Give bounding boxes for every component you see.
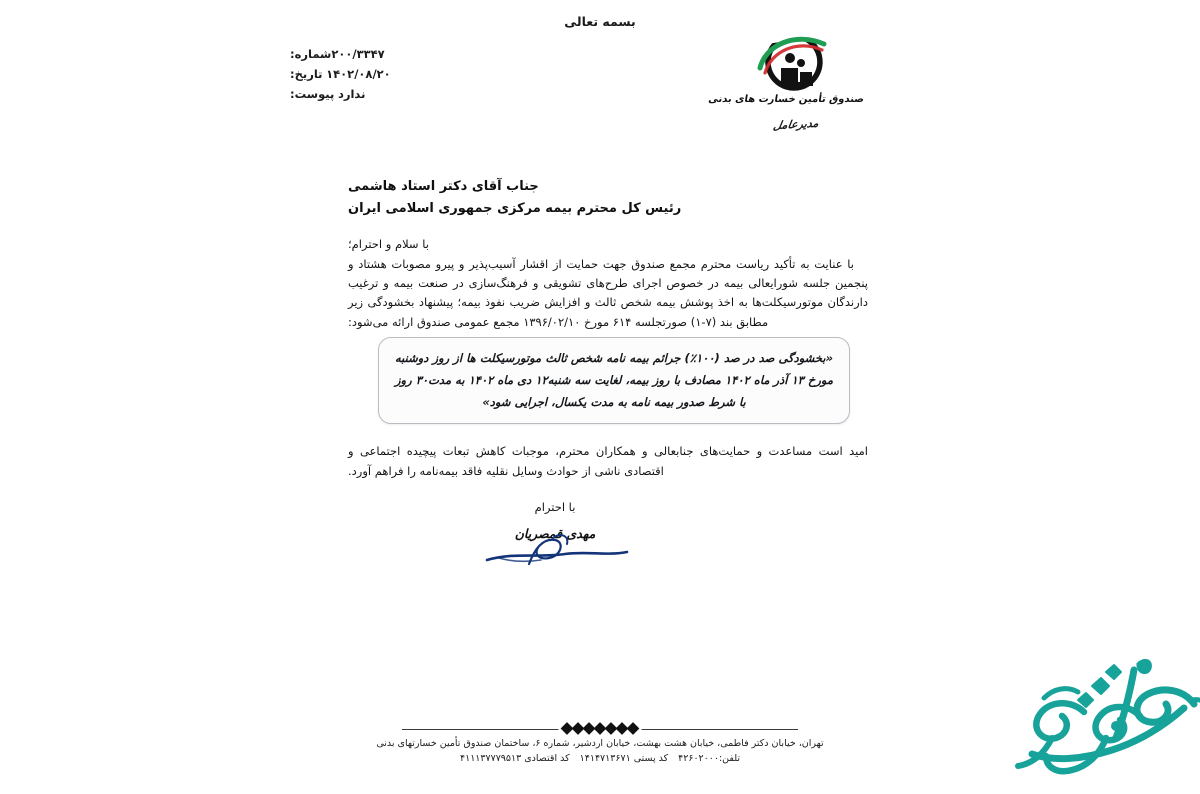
footer-phone-label: تلفن: (718, 753, 740, 764)
footer-postal-label: کد پستی (633, 753, 669, 764)
salutation-text: با سلام و احترام؛ (348, 237, 429, 251)
footer-divider (402, 722, 798, 736)
meta-attachment-value: ندارد (337, 87, 366, 101)
addressee-line-2: رئیس کل محترم بیمه مرکزی جمهوری اسلامی ایران (348, 201, 682, 216)
highlighted-proposal-box (378, 337, 850, 424)
logo-organization-name: صندوق تأمین خسارت های بدنی (707, 94, 865, 105)
safheh-eghtesad-logo-icon (988, 642, 1200, 792)
document-footer (0, 722, 1200, 766)
closing-paragraph: امید است مساعدت و حمایت‌های جنابعالی و همکاران محترم، موجبات کاهش تبعات پیچیده اجتماعی و اقتصادی ناشی از حوادث وسایل نقلیه فاقد بیمه‌نامه را فراهم آورد. (348, 444, 868, 478)
proposal-quote-text: «بخشودگی صد در صد (۱۰۰٪) جرائم بیمه نامه شخص ثالث موتورسیکلت ها از روز دوشنبه مورخ ۱۳ آذر ماه ۱۴۰۲ مصادف با روز بیمه، لغایت سه شنبه۱۲ دی ماه ۱۴۰۲ به مدت۳۰ روز با شرط صدور بیمه نامه به مدت یکسال، اجرایی شود» (395, 351, 834, 409)
meta-row-number (290, 44, 510, 64)
meta-number-value: ۲۰۰/۳۳۴۷ (331, 47, 385, 61)
fund-emblem-icon (752, 30, 836, 100)
addressee-line-1: جناب آقای دکتر استاد هاشمی (348, 179, 539, 194)
footer-economic-label: کد اقتصادی (524, 753, 570, 764)
meta-date-value: ۱۴۰۲/۰۸/۲۰ (326, 67, 391, 81)
meta-date-label: تاریخ: (290, 67, 323, 81)
signature-regards: با احترام (534, 500, 576, 514)
footer-diamond-ornament-icon (559, 722, 642, 733)
body-paragraph: با عنایت به تأکید ریاست محترم مجمع صندوق جهت حمایت از اقشار آسیب‌پذیر و پیرو مصوبات هشتاد و پنجمین جلسه شورایعالی بیمه در خصوص اجرای طرح‌های تشویقی و فرهنگ‌سازی در صنعت بیمه و ترغیب دارندگان موتورسیکلت‌ها به اخذ پوشش بیمه شخص ثالث و افزایش ضریب نفوذ بیمه؛ پیشنهاد بخشودگی زیر مطابق بند (۷-۱) صورتجلسه ۶۱۴ مورخ ۱۳۹۶/۰۲/۱۰ مجمع عمومی صندوق ارائه می‌شود: (348, 257, 868, 329)
organization-logo (707, 30, 865, 142)
signature-block (475, 500, 635, 541)
footer-phone-value: ۴۲۶۰۲۰۰۰ (678, 753, 719, 764)
footer-contact-line (0, 751, 1200, 766)
footer-economic-value: ۴۱۱۱۳۷۷۷۹۵۱۳ (459, 753, 522, 764)
signatory-name: مهدی قمصریان (514, 526, 596, 541)
meta-number-label: شماره: (290, 47, 332, 61)
bismillah-heading: بسمه تعالی (564, 14, 636, 29)
footer-postal-value: ۱۴۱۴۷۱۳۶۷۱ (579, 753, 631, 764)
meta-row-date (290, 64, 510, 84)
document-meta-block (290, 44, 510, 104)
logo-role-label: مدیرعامل (772, 116, 820, 133)
addressee-block (348, 176, 868, 220)
meta-row-attachment (290, 84, 510, 104)
meta-attachment-label: پیوست: (290, 87, 335, 101)
footer-address: تهران، خیابان دکتر فاطمی، خیابان هشت بهشت، خیابان اردشیر، شماره ۶، ساختمان صندوق تأمین خسارتهای بدنی (376, 738, 824, 749)
